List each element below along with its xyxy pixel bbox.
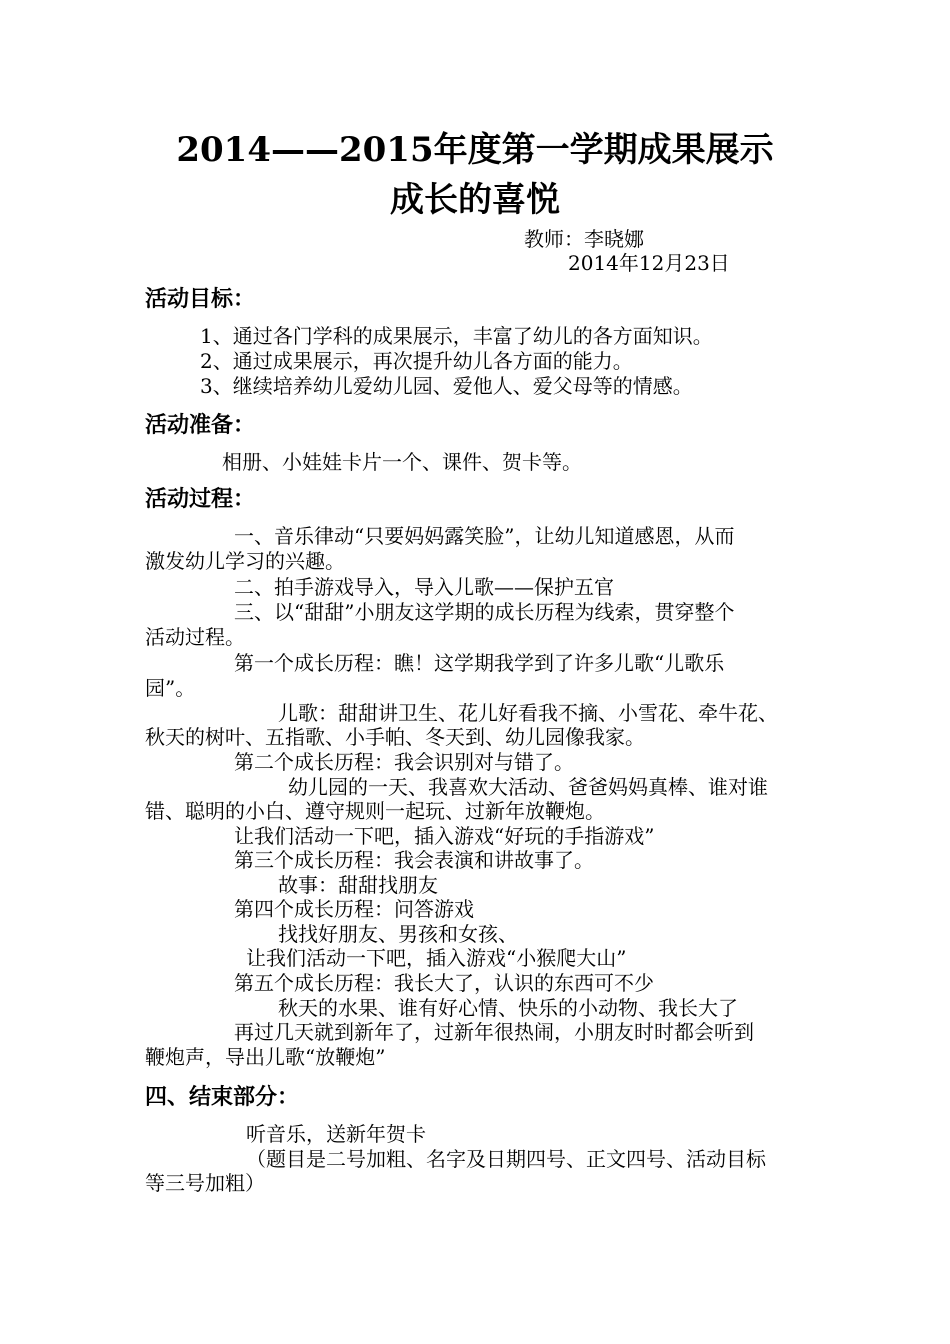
prep-text: 相册、小娃娃卡片一个、课件、贺卡等。 (222, 450, 582, 474)
process-line: 秋天的水果、谁有好心情、快乐的小动物、我长大了 (278, 996, 738, 1020)
goals-heading: 活动目标： (145, 286, 256, 312)
ending-line: （题目是二号加粗、名字及日期四号、正文四号、活动目标 (246, 1147, 766, 1171)
process-line: 二、拍手游戏导入，导入儿歌——保护五官 (234, 575, 614, 599)
process-line: 第一个成长历程：瞧！这学期我学到了许多儿歌“儿歌乐 (234, 651, 725, 675)
process-line: 鞭炮声，导出儿歌“放鞭炮” (145, 1045, 386, 1069)
process-line: 让我们活动一下吧，插入游戏“小猴爬大山” (246, 946, 627, 970)
process-line: 儿歌：甜甜讲卫生、花儿好看我不摘、小雪花、牵牛花、 (278, 701, 778, 725)
document-subtitle: 成长的喜悦 (390, 180, 560, 220)
process-line: 第四个成长历程：问答游戏 (234, 897, 474, 921)
document-title: 2014——2015年度第一学期成果展示 (176, 130, 774, 170)
goal-item-3: 3、继续培养幼儿爱幼儿园、爱他人、爱父母等的情感。 (200, 374, 693, 398)
goal-item-2: 2、通过成果展示，再次提升幼儿各方面的能力。 (200, 349, 633, 373)
ending-line: 等三号加粗） (145, 1171, 265, 1195)
process-line: 让我们活动一下吧，插入游戏“好玩的手指游戏” (234, 824, 655, 848)
ending-line: 听音乐，送新年贺卡 (246, 1122, 426, 1146)
process-line: 错、聪明的小白、遵守规则一起玩、过新年放鞭炮。 (145, 799, 605, 823)
process-line: 园”。 (145, 676, 196, 700)
process-line: 一、音乐律动“只要妈妈露笑脸”，让幼儿知道感恩，从而 (234, 524, 735, 548)
document-date: 2014年12月23日 (568, 251, 730, 275)
process-line: 第二个成长历程：我会识别对与错了。 (234, 750, 574, 774)
process-line: 秋天的树叶、五指歌、小手帕、冬天到、幼儿园像我家。 (145, 725, 645, 749)
process-line: 激发幼儿学习的兴趣。 (145, 549, 345, 573)
goal-item-1: 1、通过各门学科的成果展示，丰富了幼儿的各方面知识。 (200, 324, 713, 348)
process-line: 第三个成长历程：我会表演和讲故事了。 (234, 848, 594, 872)
process-line: 三、以“甜甜”小朋友这学期的成长历程为线索，贯穿整个 (234, 600, 735, 624)
process-line: 找找好朋友、男孩和女孩、 (278, 922, 518, 946)
process-line: 活动过程。 (145, 625, 245, 649)
ending-heading: 四、结束部分： (145, 1084, 300, 1110)
process-line: 第五个成长历程：我长大了，认识的东西可不少 (234, 971, 654, 995)
prep-heading: 活动准备： (145, 412, 256, 438)
process-heading: 活动过程： (145, 486, 256, 512)
teacher-name: 教师：李晓娜 (524, 227, 644, 251)
process-line: 故事：甜甜找朋友 (278, 873, 438, 897)
process-line: 再过几天就到新年了，过新年很热闹，小朋友时时都会听到 (234, 1020, 754, 1044)
process-line: 幼儿园的一天、我喜欢大活动、爸爸妈妈真棒、谁对谁 (288, 775, 768, 799)
